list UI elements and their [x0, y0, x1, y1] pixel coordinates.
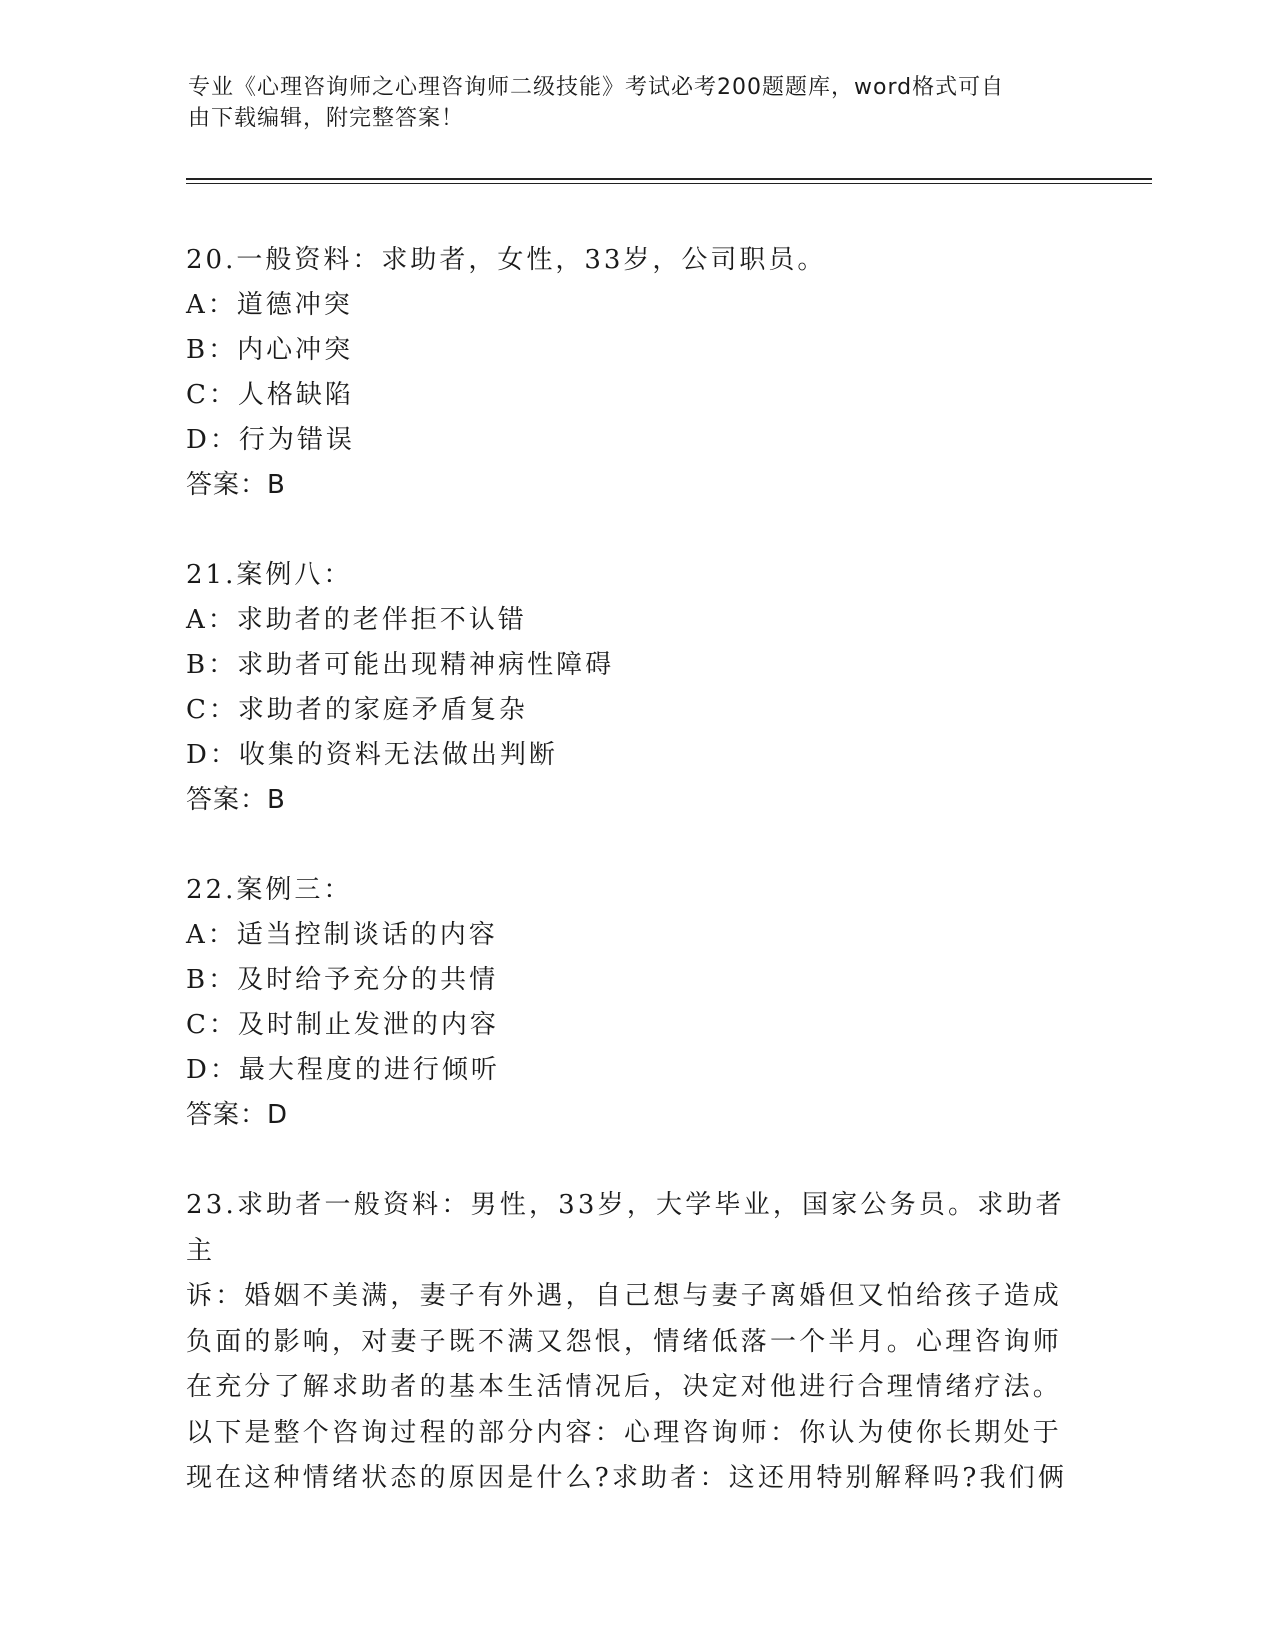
answer: 答案：D [186, 1100, 289, 1130]
option-c: C：人格缺陷 [186, 380, 354, 410]
option-b: B：及时给予充分的共情 [186, 965, 499, 995]
question-23 [186, 1183, 1086, 1502]
question-text-line: 现在这种情绪状态的原因是什么?求助者：这还用特别解释吗?我们俩 [186, 1463, 1068, 1493]
option-d: D：最大程度的进行倾听 [186, 1055, 500, 1085]
option-c: C：及时制止发泄的内容 [186, 1010, 499, 1040]
document-header [188, 72, 1068, 134]
option-d: D：收集的资料无法做出判断 [186, 740, 558, 770]
question-20 [186, 238, 1086, 508]
question-stem: 21.案例八： [186, 560, 353, 590]
header-line-1: 专业《心理咨询师之心理咨询师二级技能》考试必考200题题库，word格式可自 [188, 75, 1005, 100]
option-a: A：道德冲突 [186, 290, 353, 320]
option-c: C：求助者的家庭矛盾复杂 [186, 695, 528, 725]
question-stem: 20.一般资料：求助者，女性，33岁，公司职员。 [186, 245, 827, 275]
question-stem: 22.案例三： [186, 875, 353, 905]
question-22 [186, 868, 1086, 1138]
question-text-line: 诉：婚姻不美满，妻子有外遇，自己想与妻子离婚但又怕给孩子造成 [186, 1281, 1063, 1311]
option-a: A：求助者的老伴拒不认错 [186, 605, 527, 635]
question-text-line: 以下是整个咨询过程的部分内容：心理咨询师：你认为使你长期处于 [186, 1417, 1063, 1448]
option-a: A：适当控制谈话的内容 [186, 920, 498, 950]
question-21 [186, 553, 1086, 823]
option-b: B：内心冲突 [186, 335, 354, 365]
answer: 答案：B [186, 785, 286, 815]
option-b: B：求助者可能出现精神病性障碍 [186, 650, 615, 680]
answer: 答案：B [186, 470, 286, 500]
question-list [186, 238, 1086, 1547]
header-line-2: 由下载编辑，附完整答案！ [188, 106, 465, 131]
question-text-line: 23.求助者一般资料：男性，33岁，大学毕业，国家公务员。求助者主 [186, 1190, 1065, 1266]
option-d: D：行为错误 [186, 425, 355, 455]
question-text-line: 负面的影响，对妻子既不满又怨恨，情绪低落一个半月。心理咨询师 [186, 1326, 1063, 1357]
question-text-line: 在充分了解求助者的基本生活情况后，决定对他进行合理情绪疗法。 [186, 1372, 1063, 1402]
header-divider [186, 178, 1152, 184]
